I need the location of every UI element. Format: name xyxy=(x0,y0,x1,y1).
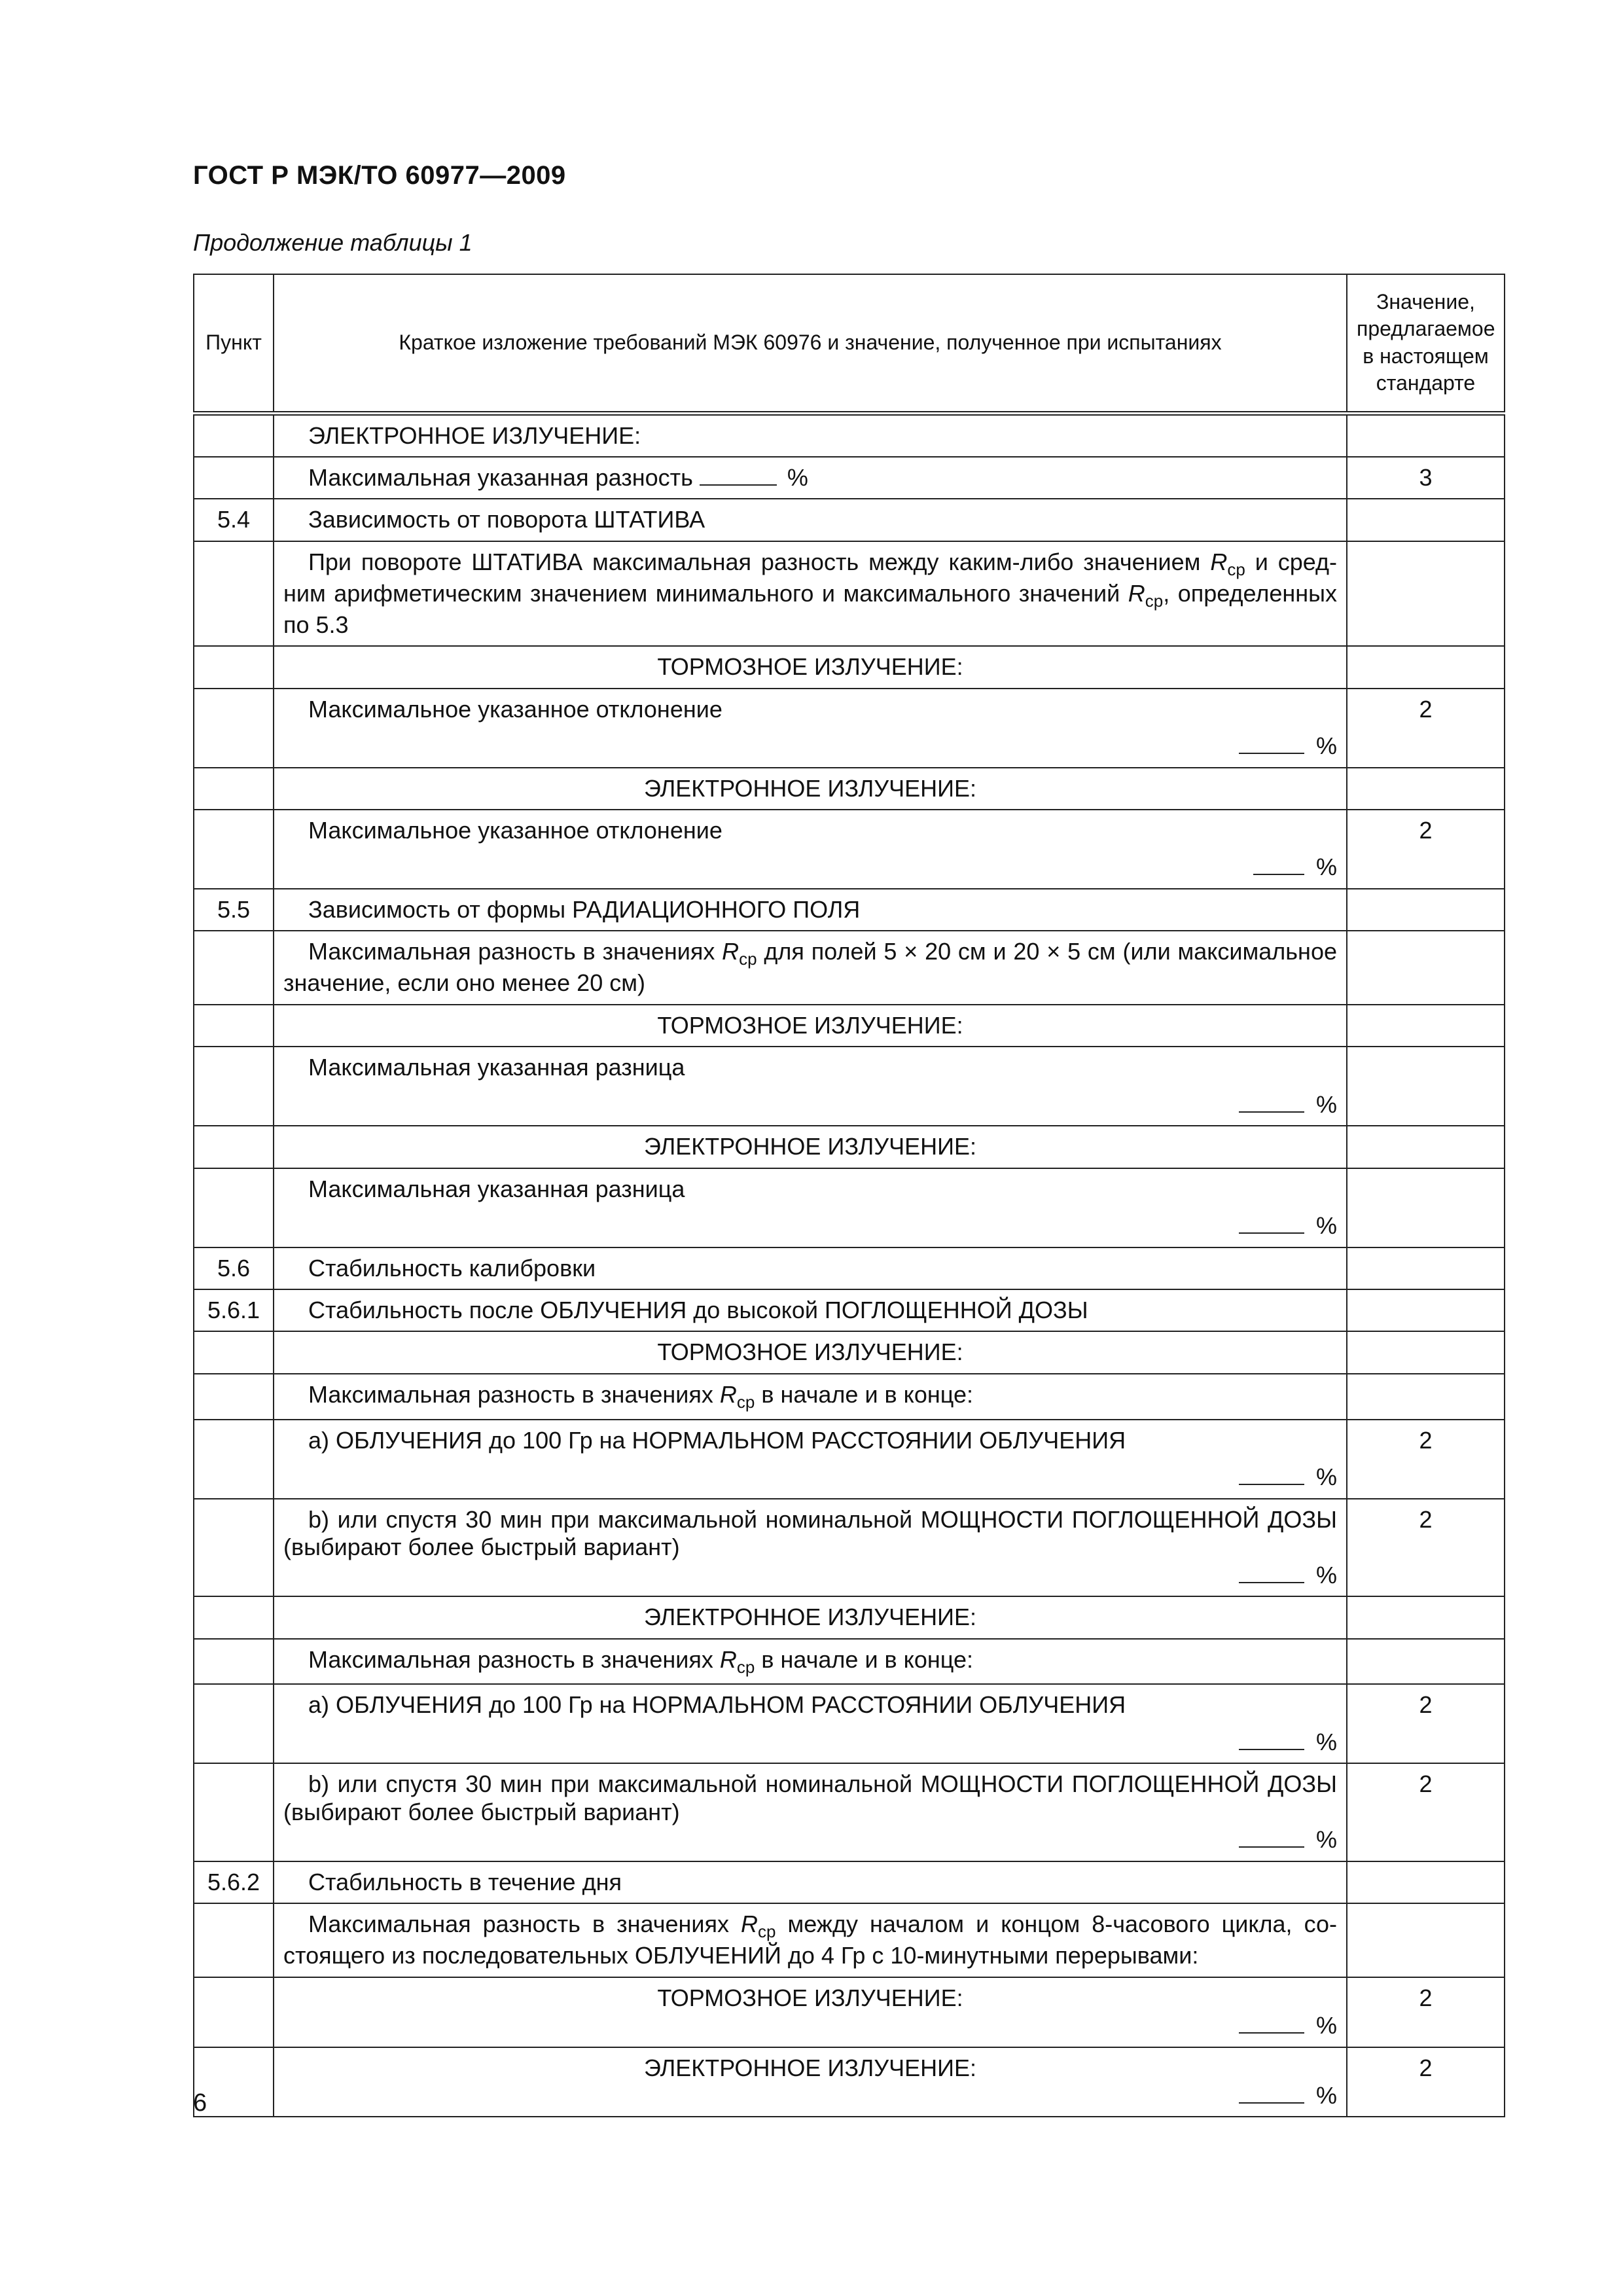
description-text: Максимальная разность в значениях xyxy=(308,1910,741,1938)
cell-description xyxy=(274,689,1347,768)
cell-description xyxy=(274,541,1347,646)
cell-description xyxy=(274,1684,1347,1763)
description-text: Максимальная разность в значениях xyxy=(308,1645,720,1673)
cell-value: 2 xyxy=(1347,1763,1505,1861)
r-subscript: ср xyxy=(739,949,757,969)
fill-in-blank xyxy=(1239,2013,1304,2034)
cell-description xyxy=(274,1977,1347,2047)
cell-value xyxy=(1347,1047,1505,1126)
table-header-row xyxy=(194,274,1505,413)
cell-description xyxy=(274,1374,1347,1420)
cell-value xyxy=(1347,1331,1505,1373)
description-text: a) ОБЛУЧЕНИЯ до 100 Гр на НОРМАЛЬНОМ РАССТОЯНИИ ОБЛУЧЕНИЯ xyxy=(308,1691,1126,1719)
cell-point xyxy=(194,689,274,768)
cell-point xyxy=(194,457,274,499)
description-text: b) или спустя 30 мин при максимальной номинальной МОЩНОСТИ ПОГЛОЩЕННОЙ ДОЗЫ (выбирают более быстрый вариант) xyxy=(283,1505,1337,1561)
table-row xyxy=(194,1763,1505,1861)
table-row xyxy=(194,1684,1505,1763)
cell-point xyxy=(194,1126,274,1168)
cell-point xyxy=(194,1168,274,1247)
cell-description xyxy=(274,1047,1347,1126)
cell-description xyxy=(274,1763,1347,1861)
header-point: Пункт xyxy=(194,274,274,413)
table-row xyxy=(194,931,1505,1004)
description-text: При повороте ШТАТИВА максимальная разность между каким-либо значением xyxy=(308,548,1211,575)
cell-value xyxy=(1347,1374,1505,1420)
cell-description xyxy=(274,1903,1347,1977)
fill-in-blank xyxy=(1239,1092,1304,1113)
description-text: ЭЛЕКТРОННОЕ ИЗЛУЧЕНИЕ: xyxy=(643,2054,977,2081)
page-number: 6 xyxy=(193,2089,207,2117)
r-subscript: ср xyxy=(736,1657,755,1677)
percent-sign: % xyxy=(1315,2082,1337,2109)
table-row xyxy=(194,1639,1505,1685)
percent-sign: % xyxy=(787,463,808,491)
r-subscript: ср xyxy=(1145,590,1164,611)
cell-description: ЭЛЕКТРОННОЕ ИЗЛУЧЕНИЕ: xyxy=(274,1596,1347,1638)
table-row xyxy=(194,1499,1505,1596)
cell-point xyxy=(194,1903,274,1977)
r-symbol: R xyxy=(719,1380,737,1408)
r-subscript: ср xyxy=(736,1392,755,1412)
cell-point xyxy=(194,1047,274,1126)
r-symbol: R xyxy=(1210,548,1228,575)
cell-description: ТОРМОЗНОЕ ИЗЛУЧЕНИЕ: xyxy=(274,1331,1347,1373)
cell-point xyxy=(194,1684,274,1763)
table-row xyxy=(194,1903,1505,1977)
table-row xyxy=(194,541,1505,646)
cell-value xyxy=(1347,1289,1505,1331)
table-row xyxy=(194,1977,1505,2047)
table-row xyxy=(194,457,1505,499)
fill-in-line xyxy=(283,2012,1337,2039)
fill-in-blank xyxy=(1239,1464,1304,1485)
cell-point: 5.4 xyxy=(194,499,274,541)
cell-description: ТОРМОЗНОЕ ИЗЛУЧЕНИЕ: xyxy=(274,1005,1347,1047)
cell-description xyxy=(274,1499,1347,1596)
fill-in-line xyxy=(308,1729,1337,1756)
cell-description xyxy=(274,931,1347,1004)
cell-description: ТОРМОЗНОЕ ИЗЛУЧЕНИЕ: xyxy=(274,646,1347,688)
cell-description: Зависимость от поворота ШТАТИВА xyxy=(274,499,1347,541)
cell-value: 2 xyxy=(1347,2047,1505,2117)
fill-in-blank xyxy=(1253,854,1304,875)
cell-point xyxy=(194,1499,274,1596)
table-row xyxy=(194,1289,1505,1331)
cell-value xyxy=(1347,1596,1505,1638)
description-text: b) или спустя 30 мин при максимальной номинальной МОЩНОСТИ ПОГЛОЩЕННОЙ ДОЗЫ (выбирают более быстрый вариант) xyxy=(283,1770,1337,1825)
cell-point xyxy=(194,541,274,646)
table-row xyxy=(194,1420,1505,1499)
percent-sign: % xyxy=(1315,1212,1337,1240)
cell-point xyxy=(194,768,274,810)
table-row xyxy=(194,889,1505,931)
cell-point xyxy=(194,1331,274,1373)
cell-point xyxy=(194,810,274,889)
r-subscript: ср xyxy=(758,1922,776,1942)
cell-description: Зависимость от формы РАДИАЦИОННОГО ПОЛЯ xyxy=(274,889,1347,931)
cell-point xyxy=(194,1977,274,2047)
table-row xyxy=(194,1168,1505,1247)
requirements-table xyxy=(193,274,1505,2117)
cell-value: 2 xyxy=(1347,1499,1505,1596)
cell-value xyxy=(1347,768,1505,810)
description-text: ТОРМОЗНОЕ ИЗЛУЧЕНИЕ: xyxy=(657,1984,963,2011)
cell-point: 5.5 xyxy=(194,889,274,931)
description-text: Максимальная указанная разница xyxy=(308,1175,685,1202)
cell-point xyxy=(194,1596,274,1638)
fill-in-blank xyxy=(1239,2083,1304,2104)
r-symbol: R xyxy=(722,938,740,965)
cell-value xyxy=(1347,1247,1505,1289)
cell-value: 2 xyxy=(1347,1684,1505,1763)
percent-sign: % xyxy=(1315,1826,1337,1854)
table-continuation-caption: Продолжение таблицы 1 xyxy=(193,229,473,256)
description-text: a) ОБЛУЧЕНИЯ до 100 Гр на НОРМАЛЬНОМ РАССТОЯНИИ ОБЛУЧЕНИЯ xyxy=(308,1426,1126,1454)
r-symbol: R xyxy=(741,1910,758,1938)
cell-description xyxy=(274,2047,1347,2117)
cell-value: 2 xyxy=(1347,1420,1505,1499)
table-row xyxy=(194,1247,1505,1289)
table-row xyxy=(194,768,1505,810)
cell-value: 2 xyxy=(1347,689,1505,768)
cell-description: ЭЛЕКТРОННОЕ ИЗЛУЧЕНИЕ: xyxy=(274,768,1347,810)
description-text: Максимальная указанная разность xyxy=(308,463,693,491)
cell-description xyxy=(274,1420,1347,1499)
fill-in-line xyxy=(308,1091,1337,1119)
table-row xyxy=(194,1596,1505,1638)
r-symbol: R xyxy=(719,1645,737,1673)
fill-in-line xyxy=(308,732,1337,760)
fill-in-line xyxy=(283,2082,1337,2109)
cell-description xyxy=(274,810,1347,889)
table-row xyxy=(194,646,1505,688)
fill-in-line xyxy=(283,1562,1337,1589)
cell-point: 5.6 xyxy=(194,1247,274,1289)
cell-value xyxy=(1347,499,1505,541)
table-row xyxy=(194,499,1505,541)
description-text: и средним арифметическим значением минимального и максимального значений xyxy=(283,548,1337,607)
cell-value: 2 xyxy=(1347,1977,1505,2047)
cell-point xyxy=(194,1763,274,1861)
cell-value xyxy=(1347,1005,1505,1047)
cell-point xyxy=(194,646,274,688)
percent-sign: % xyxy=(1315,853,1337,881)
description-text: Максимальная разность в значениях xyxy=(308,938,722,965)
cell-point xyxy=(194,413,274,457)
percent-sign: % xyxy=(1315,1463,1337,1491)
cell-description: ЭЛЕКТРОННОЕ ИЗЛУЧЕНИЕ: xyxy=(274,413,1347,457)
cell-value xyxy=(1347,413,1505,457)
description-text: между началом и концом 8-часового цикла, состоящего из последовательных ОБЛУЧЕНИЙ до 4 Гр с 10-минутными перерывами: xyxy=(283,1910,1337,1969)
fill-in-blank xyxy=(1239,1213,1304,1234)
fill-in-line xyxy=(283,1826,1337,1854)
table-row xyxy=(194,689,1505,768)
fill-in-line xyxy=(308,1212,1337,1240)
cell-value xyxy=(1347,889,1505,931)
fill-in-line xyxy=(308,1463,1337,1491)
cell-point: 5.6.1 xyxy=(194,1289,274,1331)
cell-point xyxy=(194,931,274,1004)
cell-description xyxy=(274,1168,1347,1247)
cell-point xyxy=(194,1639,274,1685)
cell-description: Стабильность в течение дня xyxy=(274,1861,1347,1903)
table-row xyxy=(194,2047,1505,2117)
cell-point xyxy=(194,1374,274,1420)
cell-description: ЭЛЕКТРОННОЕ ИЗЛУЧЕНИЕ: xyxy=(274,1126,1347,1168)
fill-in-blank xyxy=(1239,1562,1304,1583)
cell-description xyxy=(274,1639,1347,1685)
fill-in-line xyxy=(308,853,1337,881)
description-text: Максимальное указанное отклонение xyxy=(308,816,722,844)
table-row xyxy=(194,1005,1505,1047)
percent-sign: % xyxy=(1315,1561,1337,1588)
cell-description: Стабильность после ОБЛУЧЕНИЯ до высокой ПОГЛОЩЕННОЙ ДОЗЫ xyxy=(274,1289,1347,1331)
percent-sign: % xyxy=(1315,2012,1337,2039)
fill-in-blank xyxy=(1239,1729,1304,1750)
cell-value xyxy=(1347,1639,1505,1685)
table-row xyxy=(194,413,1505,457)
cell-value: 2 xyxy=(1347,810,1505,889)
table-row xyxy=(194,810,1505,889)
r-symbol: R xyxy=(1128,579,1145,607)
cell-value xyxy=(1347,1861,1505,1903)
document-header: ГОСТ Р МЭК/ТО 60977—2009 xyxy=(193,161,566,190)
r-subscript: ср xyxy=(1227,560,1245,580)
cell-description: Стабильность калибровки xyxy=(274,1247,1347,1289)
description-text: Максимальная разность в значениях xyxy=(308,1380,720,1408)
description-text: в начале и в конце: xyxy=(755,1645,973,1673)
fill-in-blank xyxy=(700,465,777,486)
fill-in-blank xyxy=(1239,1827,1304,1848)
cell-point: 5.6.2 xyxy=(194,1861,274,1903)
cell-value xyxy=(1347,541,1505,646)
header-description: Краткое изложение требований МЭК 60976 и значение, полученное при испытаниях xyxy=(274,274,1347,413)
cell-value: 3 xyxy=(1347,457,1505,499)
cell-value xyxy=(1347,1126,1505,1168)
cell-description xyxy=(274,457,1347,499)
percent-sign: % xyxy=(1315,1090,1337,1118)
cell-point xyxy=(194,1005,274,1047)
description-text: в начале и в конце: xyxy=(755,1380,973,1408)
table-row xyxy=(194,1374,1505,1420)
table-row xyxy=(194,1126,1505,1168)
table-row xyxy=(194,1047,1505,1126)
description-text: Максимальная указанная разница xyxy=(308,1054,685,1081)
cell-value xyxy=(1347,1168,1505,1247)
table-row xyxy=(194,1331,1505,1373)
table-row xyxy=(194,1861,1505,1903)
description-text: , определенных по 5.3 xyxy=(283,579,1337,638)
header-value: Значение, предлагаемое в настоящем стандарте xyxy=(1347,274,1505,413)
fill-in-blank xyxy=(1239,733,1304,754)
cell-point xyxy=(194,1420,274,1499)
description-text: для полей 5 × 20 см и 20 × 5 см (или максимальное значение, если оно менее 20 см) xyxy=(283,938,1337,997)
description-text: Максимальное указанное отклонение xyxy=(308,695,722,723)
cell-value xyxy=(1347,931,1505,1004)
cell-value xyxy=(1347,646,1505,688)
cell-value xyxy=(1347,1903,1505,1977)
percent-sign: % xyxy=(1315,732,1337,760)
percent-sign: % xyxy=(1315,1728,1337,1755)
